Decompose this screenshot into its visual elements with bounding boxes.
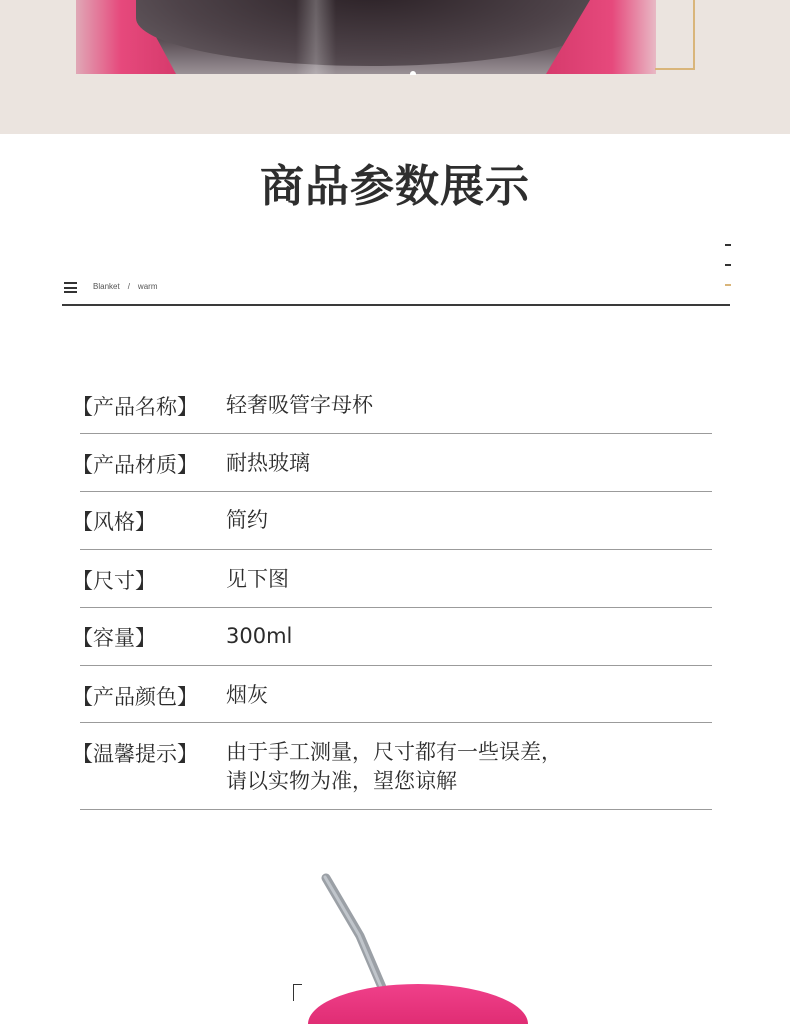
glass-sheen bbox=[296, 0, 336, 74]
cup-top-photo bbox=[76, 0, 656, 74]
menu-icon[interactable] bbox=[64, 282, 77, 293]
param-label: 【风格】 bbox=[72, 510, 156, 534]
param-row-style bbox=[72, 492, 712, 550]
breadcrumb bbox=[93, 282, 157, 291]
param-row-size bbox=[72, 550, 712, 608]
param-row-capacity bbox=[72, 608, 712, 666]
breadcrumb-separator: / bbox=[127, 282, 130, 291]
decorative-corner bbox=[293, 984, 302, 1001]
param-row-color bbox=[72, 666, 712, 723]
param-value: 简约 bbox=[226, 508, 268, 532]
decorative-dash bbox=[725, 264, 731, 266]
param-label: 【容量】 bbox=[72, 626, 156, 650]
decorative-dot bbox=[410, 71, 416, 75]
param-label: 【温馨提示】 bbox=[72, 742, 198, 766]
param-label: 【产品颜色】 bbox=[72, 685, 198, 709]
param-value: 烟灰 bbox=[226, 683, 268, 707]
param-label: 【产品材质】 bbox=[72, 453, 198, 477]
decorative-dash bbox=[725, 244, 731, 246]
param-value: 见下图 bbox=[226, 567, 289, 591]
top-photo-band bbox=[0, 0, 790, 134]
param-row-name bbox=[72, 380, 712, 434]
cup-bottom-photo bbox=[0, 860, 790, 1000]
param-value: 轻奢吸管字母杯 bbox=[226, 393, 373, 417]
notice-line: 请以实物为准，望您谅解 bbox=[226, 769, 457, 793]
param-value-notice bbox=[226, 738, 562, 796]
notice-line: 由于手工测量，尺寸都有一些误差， bbox=[226, 740, 562, 764]
param-table bbox=[72, 380, 712, 810]
cup-glass-interior bbox=[136, 0, 606, 66]
param-row-notice bbox=[72, 723, 712, 810]
decorative-gold-frame bbox=[655, 0, 695, 70]
nav-bar bbox=[62, 276, 730, 306]
section-title: 商品参数展示 bbox=[260, 161, 530, 212]
param-value: 300ml bbox=[226, 624, 293, 648]
param-row-material bbox=[72, 434, 712, 492]
breadcrumb-item[interactable]: Blanket bbox=[93, 282, 120, 291]
breadcrumb-item[interactable]: warm bbox=[137, 282, 158, 291]
param-label: 【产品名称】 bbox=[72, 395, 198, 419]
param-label: 【尺寸】 bbox=[72, 569, 156, 593]
param-value: 耐热玻璃 bbox=[226, 451, 310, 475]
